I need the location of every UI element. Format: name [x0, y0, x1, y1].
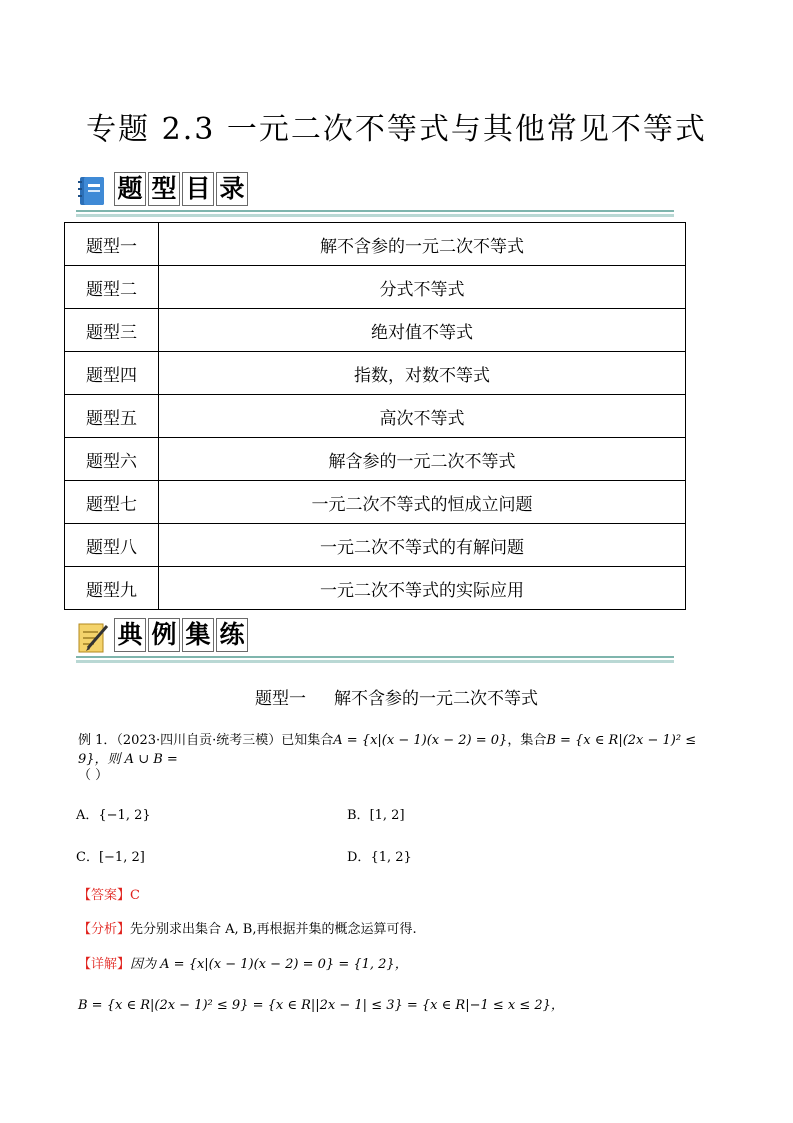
header-char: 型 — [148, 172, 180, 206]
pencil-note-icon — [76, 620, 110, 654]
header-divider — [76, 210, 674, 212]
table-row — [65, 481, 686, 524]
table-row — [65, 223, 686, 266]
toc-label: 题型八 — [65, 524, 159, 567]
toc-header — [76, 172, 676, 218]
examples-header — [76, 618, 676, 664]
table-row — [65, 524, 686, 567]
toc-header-label — [114, 172, 248, 206]
option-letter: A． — [76, 808, 99, 823]
header-char: 典 — [114, 618, 146, 652]
header-char: 例 — [148, 618, 180, 652]
table-row — [65, 438, 686, 481]
option-letter: D． — [347, 850, 371, 865]
detail-text-1: 因为 A = {x|(x − 1)(x − 2) = 0} = {1, 2}， — [130, 957, 408, 972]
option-a — [76, 804, 151, 823]
option-value: {−1, 2} — [98, 808, 151, 823]
example-prefix: 例 1．（2023·四川自贡·统考三模）已知集合 — [78, 733, 334, 748]
option-b — [347, 804, 405, 823]
page-title: 专题 2.3 一元二次不等式与其他常见不等式 — [86, 112, 707, 147]
analysis-tag: 【分析】 — [78, 922, 131, 937]
header-char: 练 — [216, 618, 248, 652]
toc-content: 解不含参的一元二次不等式 — [159, 223, 686, 266]
option-c — [76, 846, 145, 865]
example-mid: ，集合 — [507, 733, 547, 748]
examples-header-label — [114, 618, 248, 652]
option-value: {1, 2} — [370, 850, 412, 865]
answer-tag: 【答案】 — [78, 888, 131, 903]
header-char: 录 — [216, 172, 248, 206]
answer-paren: （ ） — [78, 768, 109, 783]
toc-content: 分式不等式 — [159, 266, 686, 309]
table-row — [65, 567, 686, 610]
toc-content: 一元二次不等式的恒成立问题 — [159, 481, 686, 524]
header-divider — [76, 656, 674, 658]
header-char: 题 — [114, 172, 146, 206]
toc-content: 指数，对数不等式 — [159, 352, 686, 395]
detail-line-2: B = {x ∈ R|(2x − 1)² ≤ 9} = {x ∈ R||2x − 1| ≤ 3} = {x ∈ R|−1 ≤ x ≤ 2}， — [78, 998, 564, 1013]
toc-content: 一元二次不等式的实际应用 — [159, 567, 686, 610]
toc-label: 题型一 — [65, 223, 159, 266]
example-question — [78, 729, 728, 767]
set-b-expression: B = {x ∈ R|(2x − 1)² ≤ 9} — [78, 733, 697, 767]
option-value: [−1, 2] — [98, 850, 145, 865]
example-suffix: ，则 A ∪ B = — [94, 752, 178, 767]
answer-line — [78, 884, 140, 903]
section-name: 解不含参的一元二次不等式 — [334, 689, 538, 709]
option-letter: B． — [347, 808, 370, 823]
answer-value: C — [130, 888, 140, 903]
analysis-line — [78, 918, 417, 937]
table-row — [65, 352, 686, 395]
toc-label: 题型二 — [65, 266, 159, 309]
detail-tag: 【详解】 — [78, 957, 131, 972]
toc-content: 绝对值不等式 — [159, 309, 686, 352]
option-letter: C． — [76, 850, 99, 865]
toc-content: 高次不等式 — [159, 395, 686, 438]
table-row — [65, 309, 686, 352]
toc-label: 题型九 — [65, 567, 159, 610]
toc-content: 解含参的一元二次不等式 — [159, 438, 686, 481]
header-char: 目 — [182, 172, 214, 206]
toc-label: 题型七 — [65, 481, 159, 524]
option-value: [1, 2] — [369, 808, 405, 823]
toc-label: 题型六 — [65, 438, 159, 481]
toc-table — [64, 222, 686, 610]
header-divider-shadow — [76, 214, 674, 217]
section-label: 题型一 — [255, 689, 306, 709]
header-divider-shadow — [76, 660, 674, 663]
header-char: 集 — [182, 618, 214, 652]
option-d — [347, 846, 412, 865]
notebook-icon — [76, 174, 110, 208]
toc-label: 题型三 — [65, 309, 159, 352]
set-a-expression: A = {x|(x − 1)(x − 2) = 0} — [333, 733, 508, 748]
section-title — [0, 684, 793, 709]
toc-label: 题型五 — [65, 395, 159, 438]
table-row — [65, 266, 686, 309]
toc-content: 一元二次不等式的有解问题 — [159, 524, 686, 567]
analysis-text: 先分别求出集合 A, B,再根据并集的概念运算可得. — [130, 922, 417, 937]
table-row — [65, 395, 686, 438]
toc-label: 题型四 — [65, 352, 159, 395]
detail-line-1 — [78, 953, 408, 972]
